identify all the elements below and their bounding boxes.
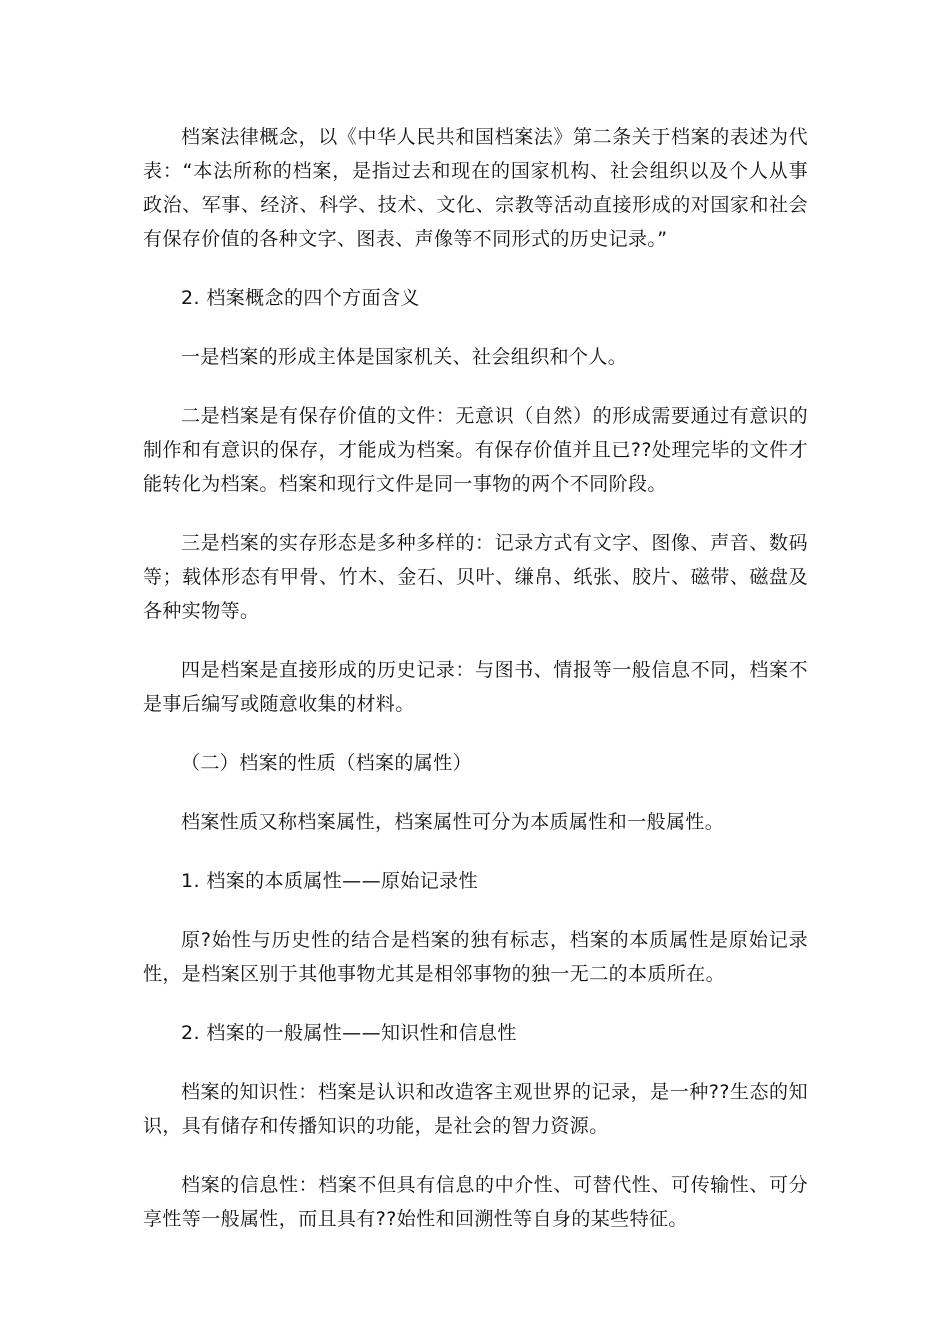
document-body	[143, 120, 808, 1261]
paragraph-meaning-three: 三是档案的实存形态是多种多样的：记录方式有文字、图像、声音、数码等；载体形态有甲骨、竹木、金石、贝叶、缣帛、纸张、胶片、磁带、磁盘及各种实物等。	[143, 532, 808, 622]
paragraph-information-attribute: 档案的信息性：档案不但具有信息的中介性、可替代性、可传输性、可分享性等一般属性，而且具有??始性和回溯性等自身的某些特征。	[143, 1174, 808, 1230]
paragraph-meaning-two: 二是档案是有保存价值的文件：无意识（自然）的形成需要通过有意识的制作和有意识的保存，才能成为档案。有保存价值并且已??处理完毕的文件才能转化为档案。档案和现行文件是同一事物的两个不同阶段。	[143, 405, 808, 495]
section-heading-essential-attribute: 1. 档案的本质属性——原始记录性	[181, 870, 478, 892]
paragraph-meaning-four: 四是档案是直接形成的历史记录：与图书、情报等一般信息不同，档案不是事后编写或随意收集的材料。	[143, 659, 808, 715]
section-heading-four-meanings: 2. 档案概念的四个方面含义	[181, 287, 420, 309]
paragraph-knowledge-attribute: 档案的知识性：档案是认识和改造客主观世界的记录，是一种??生态的知识，具有储存和传播知识的功能，是社会的智力资源。	[143, 1081, 808, 1137]
paragraph-meaning-one: 一是档案的形成主体是国家机关、社会组织和个人。	[181, 346, 628, 368]
section-heading-nature: （二）档案的性质（档案的属性）	[181, 752, 473, 774]
paragraph-nature-intro: 档案性质又称档案属性，档案属性可分为本质属性和一般属性。	[181, 811, 725, 833]
section-heading-general-attribute: 2. 档案的一般属性——知识性和信息性	[181, 1022, 517, 1044]
paragraph-essential-attribute: 原?始性与历史性的结合是档案的独有标志，档案的本质属性是原始记录性，是档案区别于其他事物尤其是相邻事物的独一无二的本质所在。	[143, 929, 808, 985]
paragraph-legal-concept: 档案法律概念，以《中华人民共和国档案法》第二条关于档案的表述为代表：“本法所称的档案，是指过去和现在的国家机构、社会组织以及个人从事政治、军事、经济、科学、技术、文化、宗教等活动直接形成的对国家和社会有保存价值的各种文字、图表、声像等不同形式的历史记录。”	[143, 126, 808, 250]
